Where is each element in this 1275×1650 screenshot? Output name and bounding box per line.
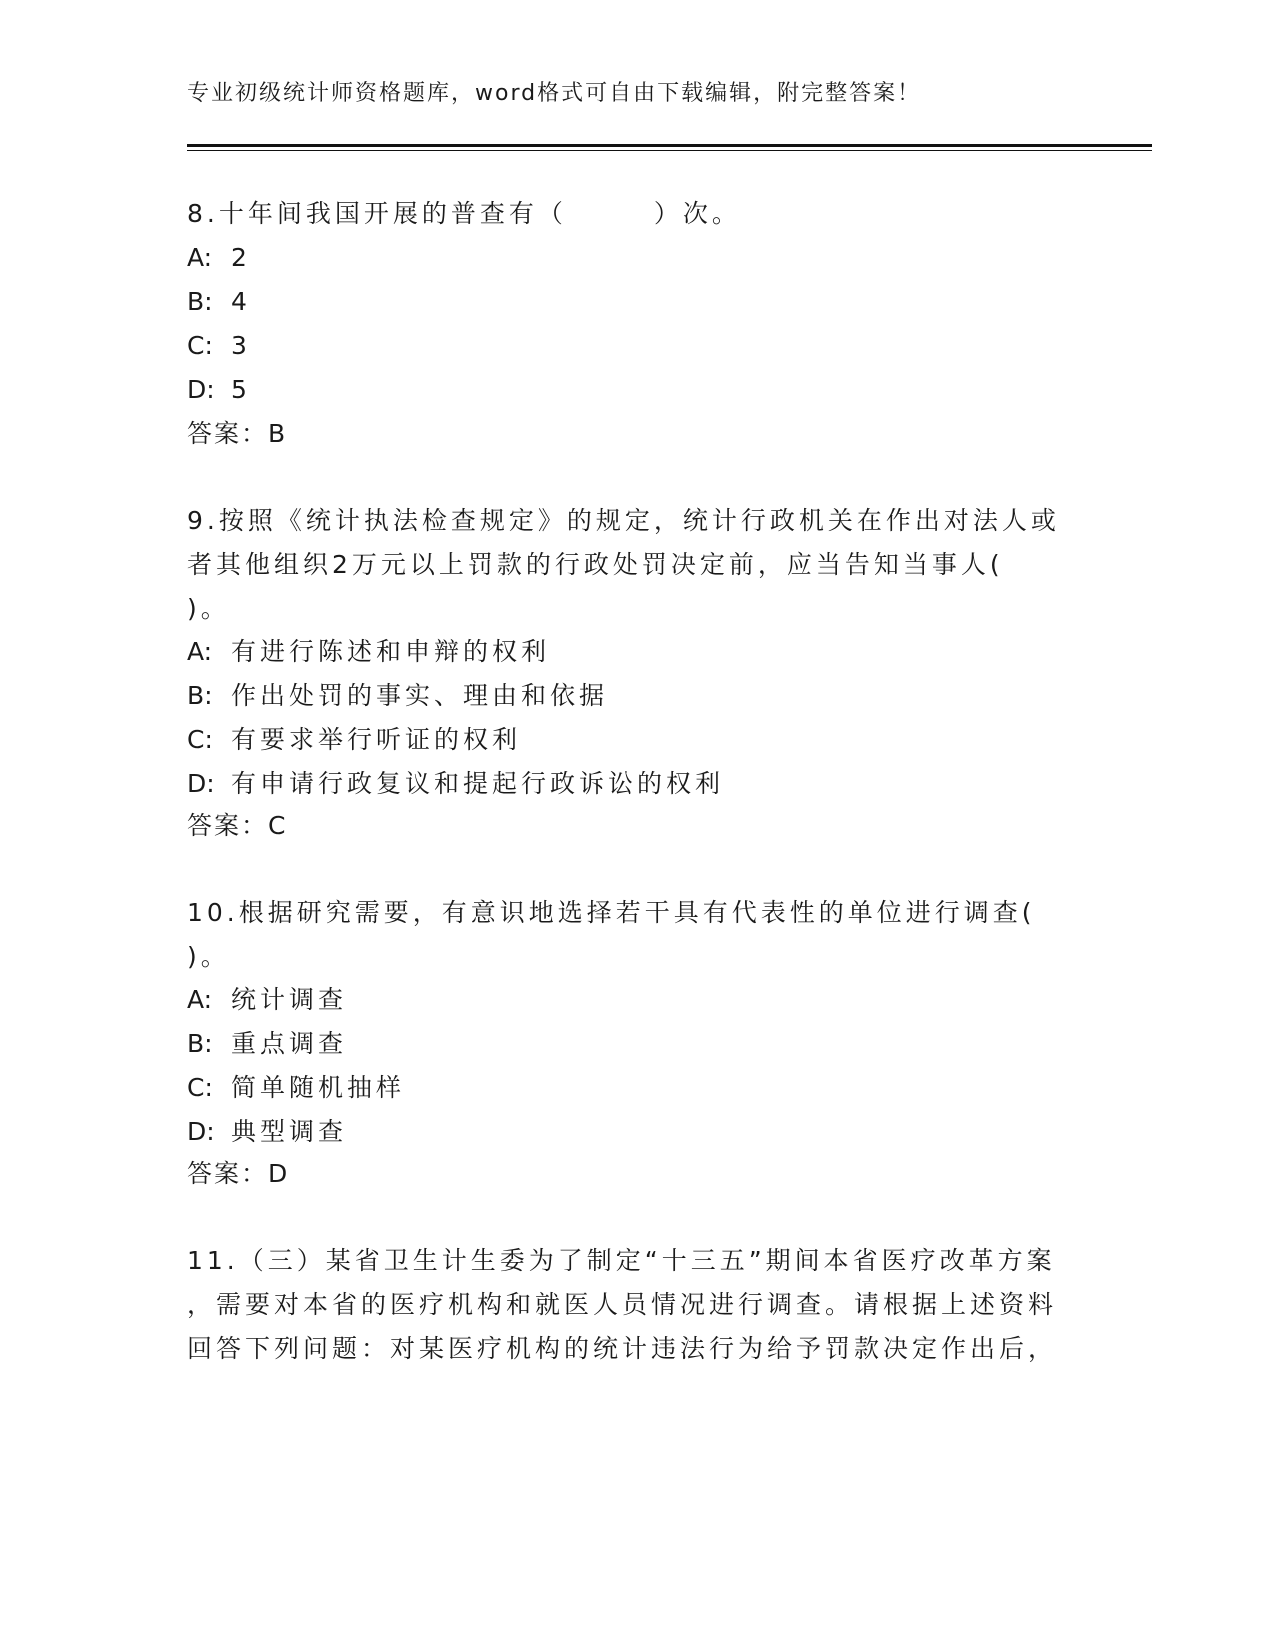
page-header: 专业初级统计师资格题库，word格式可自由下载编辑，附完整答案！ [187,81,922,106]
question-8-option-a [187,242,251,274]
question-10-text-line-2: )。 [187,942,230,971]
option-text: 4 [231,287,251,316]
option-text: 3 [231,331,251,360]
option-text: 有要求举行听证的权利 [231,725,522,754]
option-text: 重点调查 [231,1029,348,1058]
question-8-option-c [187,330,251,362]
option-text: 2 [231,243,251,272]
question-10-answer: 答案：D [187,1159,290,1188]
question-8-answer: 答案：B [187,419,288,448]
question-8-option-b [187,286,251,318]
option-label: B: [187,1029,213,1058]
option-text: 典型调查 [231,1117,348,1146]
question-9-text-line-2: 者其他组织2万元以上罚款的行政处罚决定前，应当告知当事人( [187,550,1004,579]
question-9-option-c [187,724,521,756]
question-9-text-line-3: )。 [187,594,230,623]
option-label: A: [187,985,213,1014]
header-rule-thick [187,144,1152,147]
option-text: 有申请行政复议和提起行政诉讼的权利 [231,769,725,798]
option-label: B: [187,287,213,316]
question-9-option-a [187,636,550,668]
option-text: 5 [231,375,251,404]
question-11-text-line-3: 回答下列问题：对某医疗机构的统计违法行为给予罚款决定作出后， [187,1334,1058,1363]
question-8-option-d [187,374,251,406]
option-label: C: [187,331,213,360]
question-10-option-b [187,1028,347,1060]
question-10-option-d [187,1116,347,1148]
question-9-option-b [187,680,608,712]
question-10-text-line-1: 10.根据研究需要，有意识地选择若干具有代表性的单位进行调查( [187,898,1036,927]
question-11-text-line-2: ，需要对本省的医疗机构和就医人员情况进行调查。请根据上述资料 [187,1290,1058,1319]
question-11-text-line-1: 11.（三）某省卫生计生委为了制定“十三五”期间本省医疗改革方案 [187,1246,1056,1275]
option-text: 有进行陈述和申辩的权利 [231,637,551,666]
question-9-text-line-1: 9.按照《统计执法检查规定》的规定，统计行政机关在作出对法人或 [187,506,1060,535]
question-10-option-a [187,984,347,1016]
question-10-option-c [187,1072,405,1104]
header-rule-thin [187,150,1152,151]
option-label: D: [187,1117,215,1146]
option-label: A: [187,243,213,272]
question-9-answer: 答案：C [187,811,288,840]
question-9-option-d [187,768,724,800]
option-label: D: [187,375,215,404]
option-label: B: [187,681,213,710]
option-label: A: [187,637,213,666]
option-text: 统计调查 [231,985,348,1014]
option-label: D: [187,769,215,798]
option-label: C: [187,1073,213,1102]
option-text: 作出处罚的事实、理由和依据 [231,681,609,710]
option-label: C: [187,725,213,754]
question-8-text: 8.十年间我国开展的普查有（ ）次。 [187,199,741,228]
option-text: 简单随机抽样 [231,1073,406,1102]
